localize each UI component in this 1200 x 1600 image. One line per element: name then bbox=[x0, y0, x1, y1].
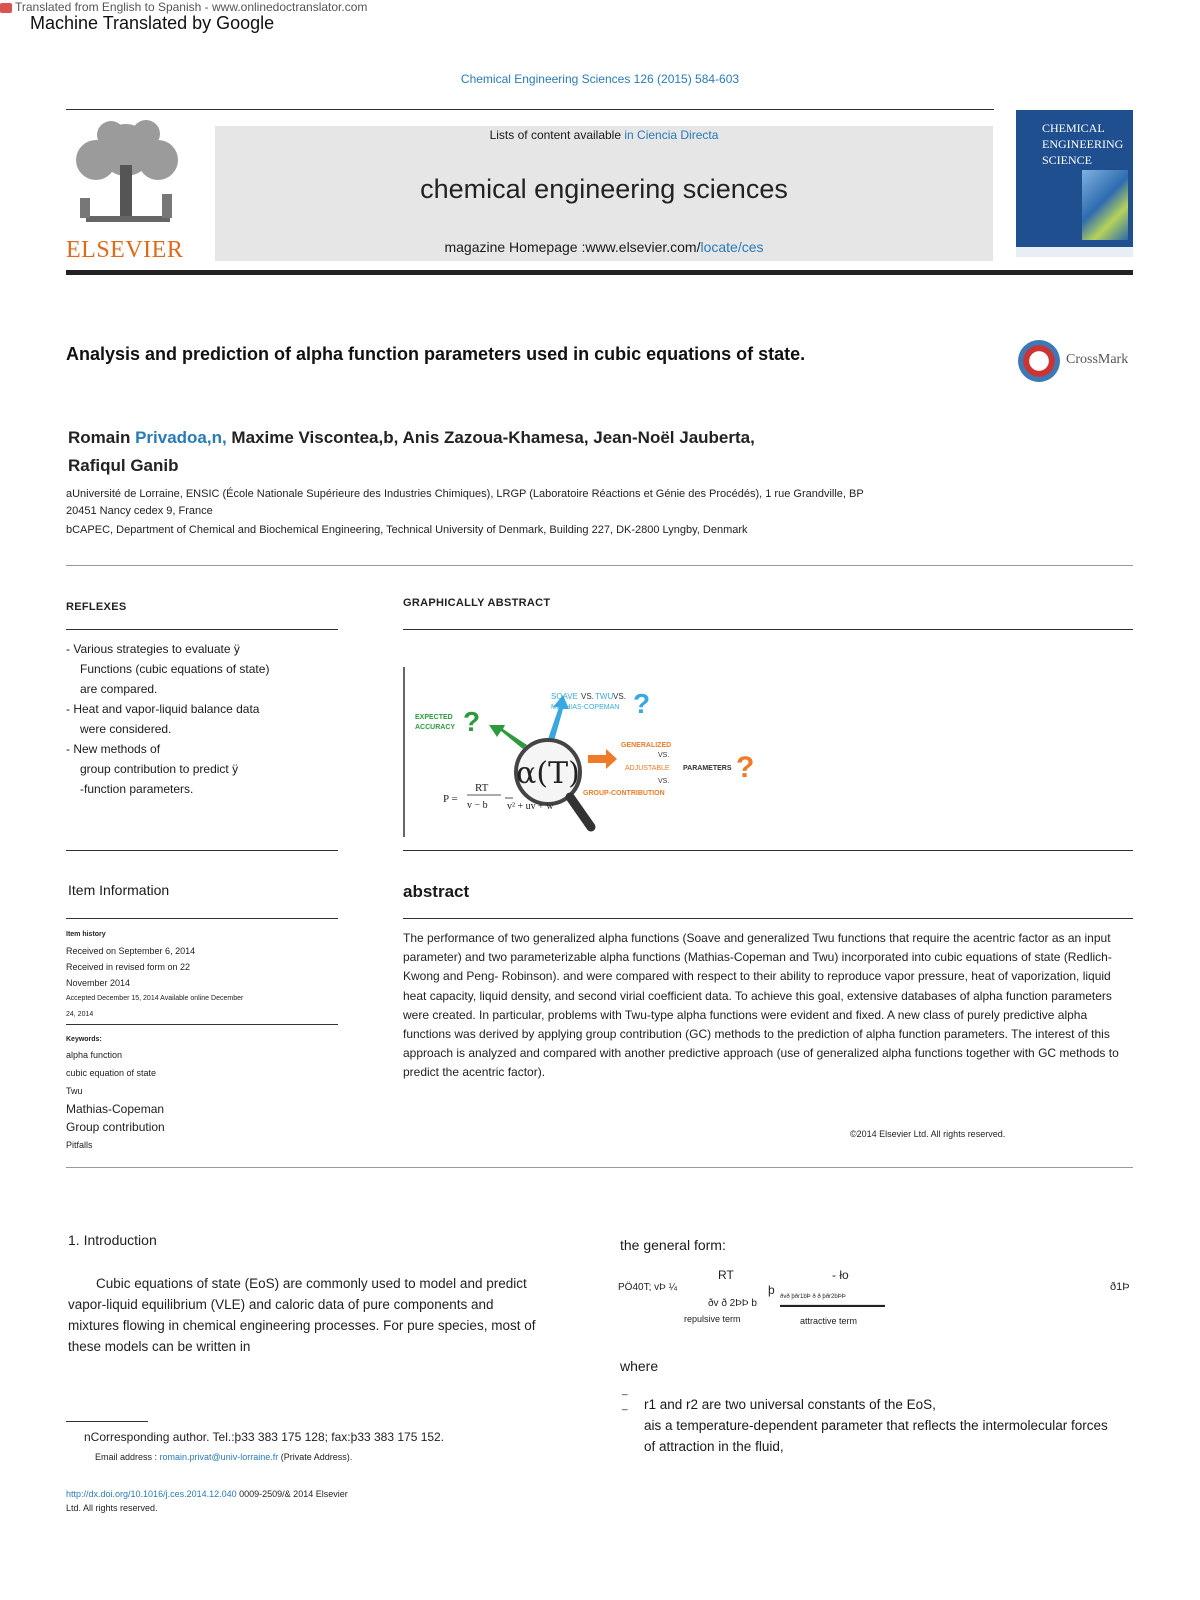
cover-title-line: SCIENCE bbox=[1042, 153, 1093, 167]
eq-p: P = bbox=[443, 793, 458, 805]
translation-source-text: Translated from English to Spanish - www.onlinedoctranslator.com bbox=[15, 0, 368, 14]
eq-plus: þ bbox=[768, 1283, 775, 1297]
affiliation-divider bbox=[66, 565, 1133, 566]
article-history bbox=[66, 927, 341, 1023]
doi-link[interactable]: http://dx.doi.org/10.1016/j.ces.2014.12.040 bbox=[66, 1489, 237, 1499]
header-bottom-rule bbox=[66, 270, 1133, 275]
highlight-item: - Heat and vapor-liquid balance data were considered. bbox=[66, 702, 260, 736]
corresponding-author-note: nCorresponding author. Tel.:þ33 383 175 128; fax:þ33 383 175 152. bbox=[84, 1430, 445, 1444]
contents-prefix: Lists of content available bbox=[489, 128, 622, 142]
eq-denominator-left: ðv ð 2ÞÞ b bbox=[708, 1298, 757, 1309]
question-mark-blue: ? bbox=[633, 688, 651, 719]
homepage-line bbox=[215, 239, 993, 255]
keyword-item: Pitfalls bbox=[66, 1140, 93, 1150]
cover-title bbox=[1042, 120, 1123, 168]
eq-vb: v − b bbox=[467, 800, 488, 811]
keyword-item: Group contribution bbox=[66, 1120, 165, 1134]
graphical-abstract-bottom-rule bbox=[403, 850, 1133, 851]
bullet-dash: _ bbox=[622, 1400, 628, 1411]
cover-footer bbox=[1016, 247, 1133, 257]
article-title: Analysis and prediction of alpha function parameters used in cubic equations of state. bbox=[66, 344, 806, 364]
highlight-item: - New methods of group contribution to predict ÿ -function parameters. bbox=[66, 742, 239, 796]
graphical-abstract-figure bbox=[403, 667, 783, 837]
keyword-item: Mathias-Copeman bbox=[66, 1102, 165, 1116]
eq-denominator-right: ðvð þðr1bÞ ð ð þðr2bÞÞ bbox=[780, 1294, 846, 1300]
email-prefix: Email address : bbox=[95, 1452, 160, 1462]
question-mark-orange: ? bbox=[736, 751, 755, 784]
footnote-rule bbox=[66, 1421, 148, 1422]
where-list bbox=[624, 1394, 1114, 1457]
attractive-term-label: attractive term bbox=[800, 1316, 858, 1326]
history-line: Received in revised form on 22 bbox=[66, 962, 191, 972]
general-form-label: the general form: bbox=[620, 1237, 726, 1253]
keyword-item: Twu bbox=[66, 1086, 83, 1096]
article-info-heading: Item Information bbox=[68, 882, 170, 898]
bullet-dash: _ bbox=[622, 1385, 628, 1396]
abstract-copyright: ©2014 Elsevier Ltd. All rights reserved. bbox=[850, 1129, 1006, 1139]
equation-number: ð1Þ bbox=[1110, 1281, 1130, 1293]
email-link[interactable]: romain.privat@univ-lorraine.fr bbox=[159, 1452, 279, 1462]
sciencedirect-link[interactable]: in Ciencia Directa bbox=[624, 128, 719, 142]
journal-citation[interactable]: Chemical Engineering Sciences 126 (2015) 584-603 bbox=[460, 72, 740, 86]
cover-title-line: CHEMICAL bbox=[1042, 121, 1105, 135]
adjustable-label: ADJUSTABLE bbox=[625, 765, 670, 772]
abstract-text: The performance of two generalized alpha functions (Soave and generalized Twu functions that require the acentric factor as an input parameter) and two parameterizable alpha functions (Mathias-Copeman and Twu) incorporated into cubic equations of state (Redlich-Kwong and Peng- Robinson). and were compared with respect to their ability to reproduce vapor pressure, heat of vaporization, liquid heat capacity, liquid density, and second virial coefficient data. To achieve this goal, extensive databases of alpha function parameters were created. In particular, problems with Twu-type alpha functions were evident and fixed. A new class of purely predictive alpha functions was derived by applying group contribution (GC) methods to the prediction of alpha function parameters. The interest of this approach is analyzed and compared with another predictive approach (use of generalized alpha functions together with GC methods to predict the acentric factor). bbox=[403, 931, 1119, 1080]
doi-line-2: Ltd. All rights reserved. bbox=[66, 1503, 158, 1513]
crossmark-icon bbox=[1018, 340, 1060, 382]
intro-paragraph: Cubic equations of state (EoS) are commonly used to model and predict vapor-liquid equilibrium (VLE) and caloric data of pure components and mixtures flowing in chemical engineering processes. For pure species, most of these models can be written in bbox=[68, 1276, 536, 1354]
mathias-label: MATHIAS-COPEMAN bbox=[551, 704, 620, 711]
contents-line bbox=[215, 128, 993, 142]
elsevier-logo bbox=[66, 120, 190, 263]
eq-lhs: PÖ40T; vÞ ¼ bbox=[618, 1282, 677, 1293]
question-mark-green: ? bbox=[463, 706, 481, 737]
crossmark-badge[interactable] bbox=[1018, 340, 1143, 384]
abstract-heading: abstract bbox=[403, 882, 470, 901]
vs-label: VS. bbox=[581, 692, 594, 701]
history-line: 24, 2014 bbox=[66, 1011, 94, 1018]
eq-den: v² + uv + w bbox=[507, 801, 554, 812]
vs-label-4: VS. bbox=[658, 778, 670, 785]
group-contribution-label: GROUP-CONTRIBUTION bbox=[583, 790, 665, 797]
highlights-list bbox=[66, 640, 336, 800]
publisher-name: ELSEVIER bbox=[66, 237, 184, 263]
abstract-rule bbox=[403, 918, 1133, 919]
generalized-label: GENERALIZED bbox=[621, 742, 672, 749]
author-line-2: Rafiqul Ganib bbox=[68, 456, 179, 475]
translation-banner[interactable] bbox=[0, 0, 367, 14]
elsevier-tree-icon bbox=[66, 120, 190, 230]
article-info-rule bbox=[66, 918, 338, 919]
graphical-abstract-rule bbox=[403, 629, 1133, 630]
machine-translation-label: Machine Translated by Google bbox=[30, 13, 275, 33]
email-line bbox=[95, 1452, 352, 1462]
translator-logo-icon bbox=[0, 3, 12, 13]
author-list bbox=[68, 424, 948, 480]
eq-rt: RT bbox=[718, 1268, 734, 1282]
affiliation-b: bCAPEC, Department of Chemical and Biochemical Engineering, Technical University of Denmark, Building 227, DK-2800 Lyngby, Denmark bbox=[66, 524, 748, 536]
expected-label: EXPECTED bbox=[415, 714, 453, 721]
where-item: ais a temperature-dependent parameter that reflects the intermolecular forces of attraction in the fluid, bbox=[644, 1418, 1108, 1454]
affiliation-a-line-2: 20451 Nancy cedex 9, France bbox=[66, 505, 213, 517]
highlights-heading: REFLEXES bbox=[66, 601, 127, 613]
parameters-label: PARAMETERS bbox=[683, 765, 732, 772]
journal-cover-image bbox=[1016, 110, 1133, 257]
graphical-abstract-heading: GRAPHICALLY ABSTRACT bbox=[403, 597, 551, 609]
doi-block bbox=[66, 1487, 348, 1515]
first-author-name: Romain bbox=[68, 428, 136, 447]
eq-rt: RT bbox=[475, 782, 489, 794]
where-item: r1 and r2 are two universal constants of the EoS, bbox=[644, 1397, 936, 1412]
highlights-bottom-rule bbox=[66, 850, 338, 851]
vs-label-3: VS. bbox=[658, 752, 670, 759]
where-label: where bbox=[620, 1358, 659, 1374]
affiliation-a-line-1: aUniversité de Lorraine, ENSIC (École Nationale Supérieure des Industries Chimiques), LRGP (Laboratoire Réactions et Génie des Procédés), 1 rue Grandville, BP bbox=[66, 488, 864, 500]
soave-label: SOAVE bbox=[551, 692, 578, 701]
homepage-link[interactable]: locate/ces bbox=[700, 239, 764, 255]
repulsive-term-label: repulsive term bbox=[684, 1314, 741, 1324]
journal-name: chemical engineering sciences bbox=[420, 174, 788, 204]
accuracy-label: ACCURACY bbox=[415, 724, 456, 731]
keywords-list bbox=[66, 1034, 341, 1154]
history-line: Received on September 6, 2014 bbox=[66, 946, 196, 956]
corresponding-author-link[interactable]: Privadoa,n, bbox=[135, 428, 227, 447]
alpha-symbol: α(T) bbox=[516, 756, 580, 791]
keywords-label: Keywords: bbox=[66, 1036, 102, 1043]
homepage-prefix: magazine Homepage :www.elsevier.com/ bbox=[444, 239, 701, 255]
history-label: Item history bbox=[66, 931, 106, 938]
eq-brace: ▬▬▬▬▬▬▬▬▬▬▬▬▬▬▬ bbox=[780, 1302, 885, 1309]
cover-artwork bbox=[1082, 170, 1128, 240]
history-line: November 2014 bbox=[66, 978, 131, 988]
keywords-rule bbox=[66, 1024, 338, 1025]
twu-label: TWU bbox=[595, 692, 614, 701]
keyword-item: cubic equation of state bbox=[66, 1068, 157, 1078]
eq-minus-term: - ło bbox=[832, 1268, 849, 1282]
author-line-1 bbox=[68, 424, 948, 452]
abstract-bottom-rule bbox=[66, 1167, 1133, 1168]
journal-header-panel bbox=[215, 126, 993, 261]
crossmark-label: CrossMark bbox=[1066, 352, 1129, 367]
other-authors: Maxime Viscontea,b, Anis Zazoua-Khamesa, Jean-Noël Jauberta, bbox=[226, 428, 755, 447]
header-top-rule bbox=[66, 109, 994, 110]
vs-label-2: VS. bbox=[613, 692, 626, 701]
email-suffix: (Private Address). bbox=[278, 1452, 353, 1462]
highlights-rule bbox=[66, 629, 338, 630]
history-line: Accepted December 15, 2014 Available online December bbox=[66, 995, 244, 1002]
cover-title-line: ENGINEERING bbox=[1042, 137, 1124, 151]
doi-rest: 0009-2509/& 2014 Elsevier bbox=[236, 1489, 348, 1499]
highlight-item: - Various strategies to evaluate ÿ Functions (cubic equations of state) are compared. bbox=[66, 642, 270, 696]
section-heading: 1. Introduction bbox=[68, 1232, 157, 1248]
keyword-item: alpha function bbox=[66, 1050, 123, 1060]
